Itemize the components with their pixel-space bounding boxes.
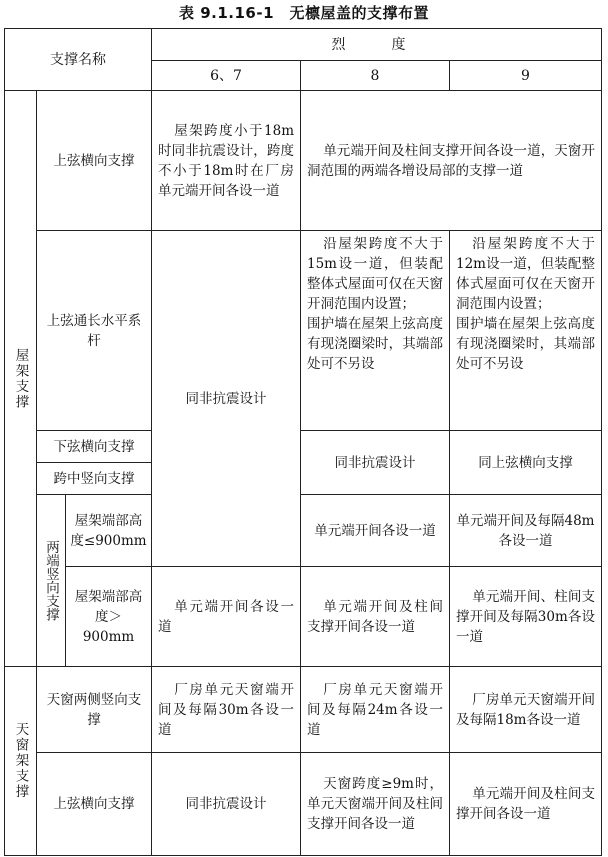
row-upper-chord-tie-name: 上弦通长水平系杆: [36, 230, 152, 431]
row-skylight-upper-chord-v8: 天窗跨度≥9m时，单元天窗端开间及柱间支撑开间各设一道: [300, 752, 450, 856]
row-upper-chord-transverse-v67: 屋架跨度小于18m时同非抗震设计，跨度不小于18m时在厂房单元端开间各设一道: [151, 90, 301, 231]
group-ends-vertical-label: 两端竖向支撑: [43, 540, 59, 621]
header-intensity: 烈 度: [151, 28, 602, 61]
row-skylight-upper-chord-name: 上弦横向支撑: [36, 752, 152, 856]
row-midspan-vertical-name: 跨中竖向支撑: [36, 462, 152, 495]
row-skylight-side-vertical-name: 天窗两侧竖向支撑: [36, 666, 152, 753]
shared-same-as-nonseismic: 同非抗震设计: [151, 230, 301, 567]
row-end-low-v9: 单元端开间及每隔48m各设一道: [449, 494, 602, 567]
row-end-high-v9: 单元端开间、柱间支撑开间及每隔30m各设一道: [449, 566, 602, 667]
group-ends-vertical: [36, 494, 66, 667]
row-skylight-side-v8: 厂房单元天窗端开间及每隔24m各设一道: [300, 666, 450, 753]
row-lower-chord-transverse-name: 下弦横向支撑: [36, 430, 152, 463]
row-upper-chord-transverse-v89: 单元端开间及柱间支撑开间各设一道，天窗开洞范围的两端各增设局部的支撑一道: [300, 90, 602, 231]
row-upper-chord-transverse-name: 上弦横向支撑: [36, 90, 152, 231]
row-skylight-upper-chord-v67: 同非抗震设计: [151, 752, 301, 856]
row-upper-chord-tie-v8: 沿屋架跨度不大于15m设一道，但装配整体式屋面可仅在天窗开洞范围内设置； 围护墙在屋架上弦高度有现浇圈梁时，其端部处可不另设: [300, 230, 450, 431]
row-skylight-side-v9: 厂房单元天窗端开间及每隔18m各设一道: [449, 666, 602, 753]
row-end-low-name: 屋架端部高度≤900mm: [65, 494, 152, 567]
header-level-67: 6、7: [151, 60, 301, 91]
group-roof-truss-label: 屋架支撑: [12, 347, 29, 410]
group-skylight-label: 天窗架支撑: [12, 722, 29, 800]
row-skylight-side-v67: 厂房单元天窗端开间及每隔30m各设一道: [151, 666, 301, 753]
row-end-high-v67: 单元端开间各设一道: [151, 566, 301, 667]
row-end-high-name: 屋架端部高度＞900mm: [65, 566, 152, 667]
table-title: 表 9.1.16-1 无檩屋盖的支撑布置: [178, 4, 430, 22]
header-level-8: 8: [300, 60, 450, 91]
row-skylight-upper-chord-v9: 单元端开间及柱间支撑开间各设一道: [449, 752, 602, 856]
header-support-name: 支撑名称: [4, 28, 152, 91]
support-layout-table: [4, 28, 602, 856]
row-lower-chord-v9: 同上弦横向支撑: [449, 430, 602, 495]
row-end-low-v8: 单元端开间各设一道: [300, 494, 450, 567]
row-lower-chord-v8: 同非抗震设计: [300, 430, 450, 495]
group-roof-truss: [4, 90, 37, 667]
row-end-high-v8: 单元端开间及柱间支撑开间各设一道: [300, 566, 450, 667]
row-upper-chord-tie-v9: 沿屋架跨度不大于12m设一道，但装配整体式屋面可仅在天窗开洞范围内设置； 围护墙在屋架上弦高度有现浇圈梁时，其端部处可不另设: [449, 230, 602, 431]
header-level-9: 9: [449, 60, 602, 91]
group-skylight: [4, 666, 37, 856]
